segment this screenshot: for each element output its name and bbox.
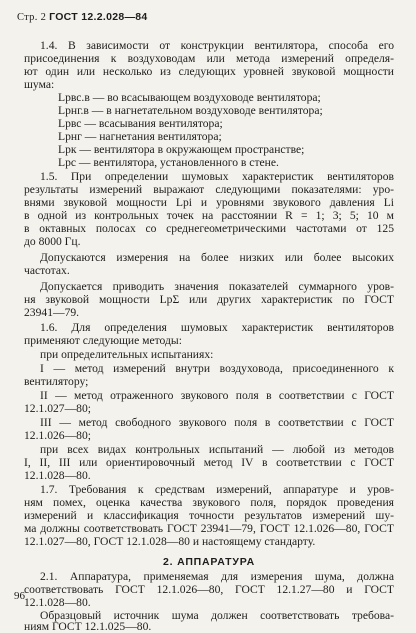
- text-line: 1.7. Требования к средствам измерений, аппаратуре и уров-: [40, 483, 394, 496]
- text-line: Lpк — вентилятора в окружающем пространстве;: [58, 143, 305, 156]
- text-line: Допускаются измерения на более низких или более высоких: [40, 251, 394, 264]
- text-line: 1.6. Для определения шумовых характеристик вентиляторов: [40, 321, 394, 334]
- text-line: ням помех, оценка качества звукового поля, порядок проведения: [24, 496, 394, 509]
- text-line: ня звуковой мощности LpΣ или других характеристик по ГОСТ: [24, 293, 394, 306]
- text-line: 12.1.028—80.: [24, 469, 91, 482]
- text-line: результаты измерений выражают следующими показателями: уро-: [24, 183, 394, 196]
- page-label: Стр. 2: [17, 12, 47, 23]
- page-number: 96: [14, 590, 25, 602]
- text-line: шума:: [24, 78, 55, 91]
- text-line: присоединения к воздуховодам или метода измерений определя-: [24, 52, 394, 65]
- text-line: измерений и классификация точности результатов измерений шу-: [24, 509, 394, 522]
- text-line: III — метод свободного звукового поля в соответствии с ГОСТ: [40, 416, 394, 429]
- text-line: до 8000 Гц.: [24, 235, 81, 248]
- text-line: Lpнг — нагнетания вентилятора;: [58, 130, 222, 143]
- text-line: Lpвс.в — во всасывающем воздуховоде вентилятора;: [58, 91, 321, 104]
- text-line: в октавных полосах со среднегеометрическими частотами от 125: [24, 222, 394, 235]
- text-line: 23941—79.: [24, 306, 80, 319]
- text-line: 1.4. В зависимости от конструкции вентилятора, способа его: [40, 39, 394, 52]
- text-line: в одной из контрольных точек на расстоянии R = 1; 3; 5; 10 м: [24, 209, 394, 222]
- text-line: 12.1.027—80, ГОСТ 12.1.028—80 и настоящему стандарту.: [24, 535, 316, 548]
- text-line: внями звуковой мощности Lpi и уровнями звукового давления Li: [24, 196, 394, 209]
- text-line: 12.1.027—80;: [24, 402, 91, 415]
- text-line: I, II, III или ориентировочный метод IV в соответствии с ГОСТ: [24, 456, 394, 469]
- text-line: ниям ГОСТ 12.1.025—80.: [24, 620, 152, 633]
- standard-code: ГОСТ 12.2.028—84: [49, 11, 148, 23]
- text-line: вентилятору;: [24, 375, 89, 388]
- text-line: ма должны соответствовать ГОСТ 23941—79, ГОСТ 12.1.026—80, ГОСТ: [24, 522, 394, 535]
- text-line: Образцовый источник шума должен соответствовать требова-: [40, 609, 394, 622]
- text-line: Lpнг.в — в нагнетательном воздуховоде вентилятора;: [58, 104, 323, 117]
- text-line: при определительных испытаниях:: [40, 348, 214, 361]
- text-line: Lpвс — всасывания вентилятора;: [58, 117, 223, 130]
- text-line: применяют следующие методы:: [24, 334, 182, 347]
- text-line: Допускается приводить значения показателей суммарного уров-: [40, 280, 394, 293]
- text-line: Lpс — вентилятора, установленного в стене.: [58, 156, 279, 169]
- text-line: 2.1. Аппаратура, применяемая для измерения шума, должна: [40, 570, 394, 583]
- text-line: 12.1.028—80.: [24, 596, 91, 609]
- text-line: 12.1.026—80;: [24, 429, 91, 442]
- text-line: 1.5. При определении шумовых характеристик вентиляторов: [40, 170, 394, 183]
- section-heading: 2. АППАРАТУРА: [163, 556, 255, 568]
- text-line: соответствовать ГОСТ 12.1.026—80, ГОСТ 12.1.27—80 и ГОСТ: [24, 583, 394, 596]
- text-line: при всех видах контрольных испытаний — любой из методов: [40, 443, 394, 456]
- text-line: I — метод измерений внутри воздуховода, присоединенного к: [40, 362, 394, 375]
- text-line: II — метод отраженного звукового поля в соответствии с ГОСТ: [40, 389, 394, 402]
- page-header: [17, 11, 148, 23]
- text-line: ют один или несколько из следующих уровней звуковой мощности: [24, 65, 394, 78]
- text-line: частотах.: [24, 264, 70, 277]
